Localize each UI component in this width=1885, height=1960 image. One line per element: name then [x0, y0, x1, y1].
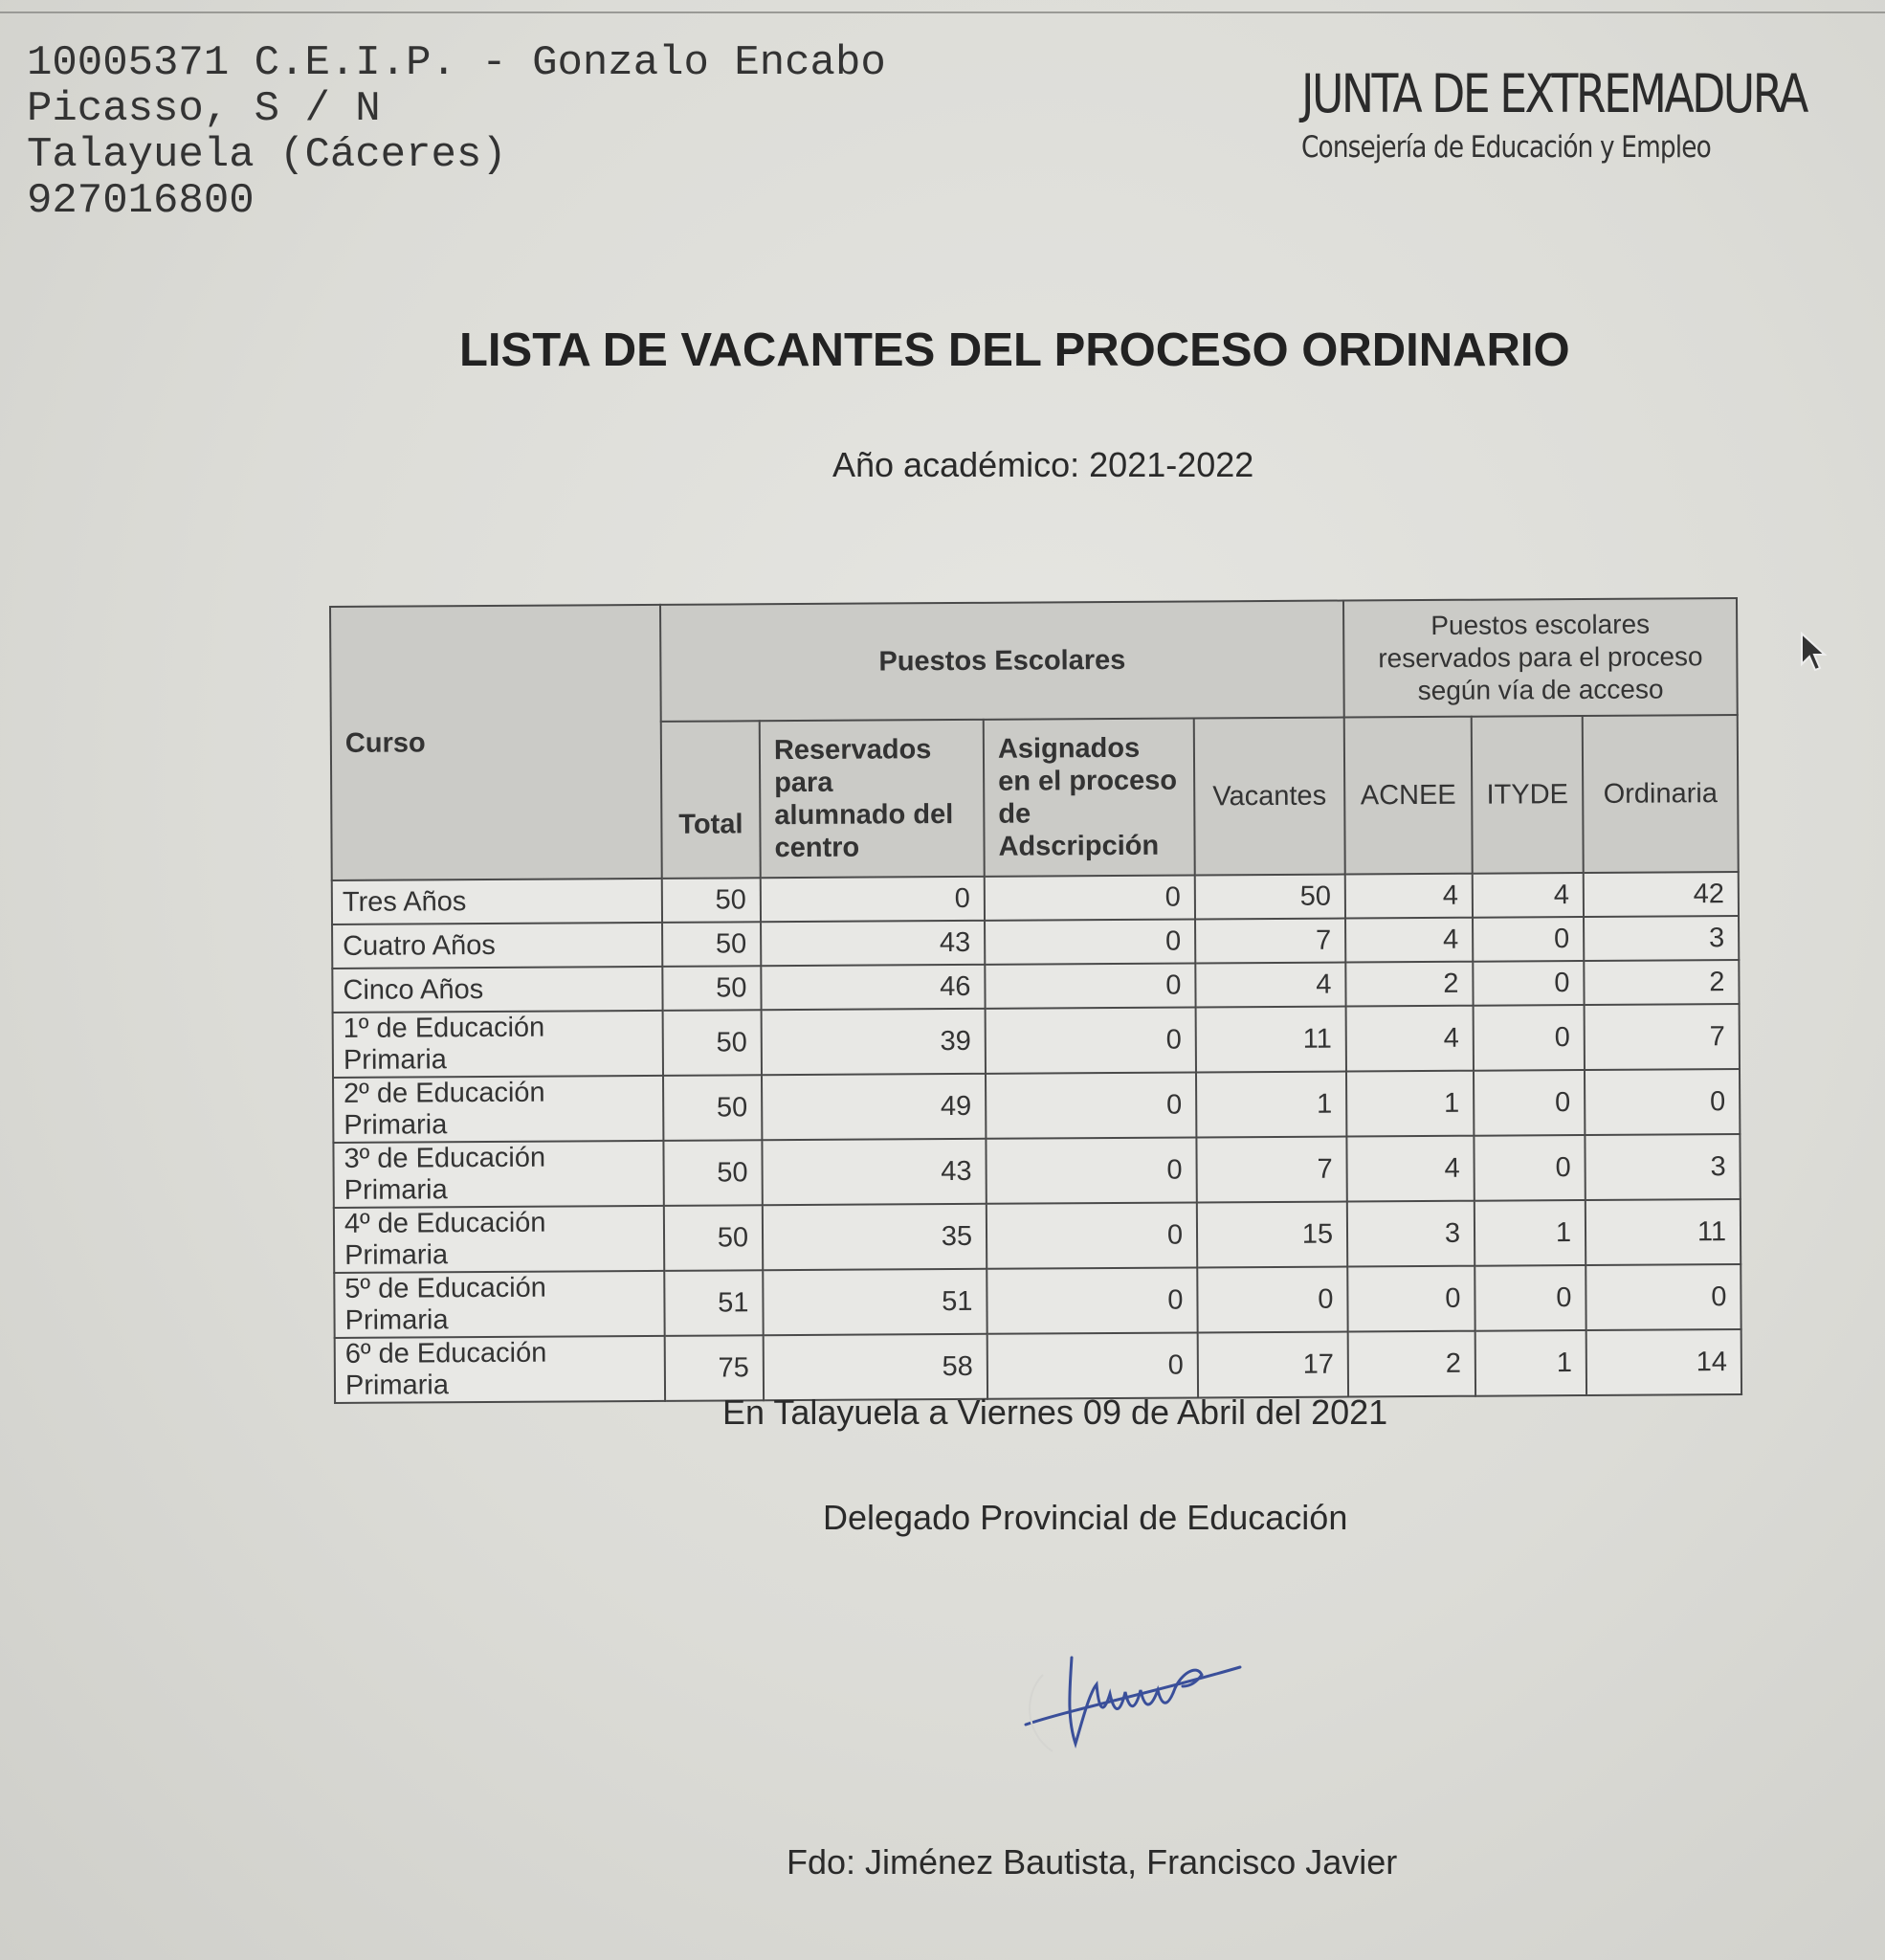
- junta-department: Consejería de Educación y Empleo: [1301, 130, 1711, 165]
- vacancies-table-wrapper: [329, 597, 1740, 1401]
- cell-total: 50: [663, 1010, 762, 1076]
- cell-acnee: 2: [1348, 1331, 1475, 1397]
- school-town: Talayuela (Cáceres): [27, 131, 507, 179]
- table-header-row-1: [330, 598, 1738, 724]
- cell-asignados: 0: [986, 1137, 1196, 1203]
- cell-total: 50: [663, 1075, 762, 1141]
- cell-asignados: 0: [987, 1332, 1198, 1398]
- junta-name: JUNTA DE EXTREMADURA: [1301, 63, 1807, 124]
- cell-ityde: 0: [1473, 961, 1584, 1006]
- table-row: [333, 1069, 1740, 1143]
- mouse-pointer-icon: [1799, 632, 1828, 676]
- cell-reservados: 39: [762, 1009, 986, 1075]
- cell-acnee: 1: [1346, 1071, 1474, 1137]
- vacancies-table: [329, 597, 1742, 1404]
- cell-reservados: 58: [764, 1334, 987, 1400]
- cell-asignados: 0: [986, 1007, 1196, 1073]
- cell-acnee: 4: [1345, 918, 1473, 963]
- header-ordinaria: Ordinaria: [1583, 715, 1739, 873]
- cell-ordinaria: 3: [1585, 1134, 1740, 1200]
- cell-ordinaria: 7: [1585, 1004, 1740, 1070]
- cell-ordinaria: 0: [1586, 1264, 1741, 1330]
- school-code-name: 10005371 C.E.I.P. - Gonzalo Encabo: [27, 39, 886, 87]
- cell-ityde: 0: [1475, 1265, 1586, 1331]
- cell-ordinaria: 42: [1584, 872, 1739, 917]
- cell-total: 75: [665, 1335, 764, 1401]
- cell-total: 51: [664, 1270, 763, 1336]
- cell-asignados: 0: [987, 1267, 1197, 1333]
- header-asignados: Asignados en el proceso de Adscripción: [984, 718, 1195, 876]
- cell-reservados: 46: [761, 965, 985, 1010]
- cell-reservados: 43: [762, 1139, 986, 1205]
- cell-ityde: 4: [1473, 873, 1584, 918]
- signed-by: Fdo: Jiménez Bautista, Francisco Javier: [787, 1842, 1398, 1882]
- cell-total: 50: [662, 878, 761, 923]
- cell-ordinaria: 14: [1586, 1329, 1741, 1395]
- header-acnee: ACNEE: [1344, 717, 1473, 875]
- cell-acnee: 0: [1347, 1266, 1475, 1332]
- cell-vacantes: 15: [1197, 1202, 1347, 1268]
- cell-reservados: 49: [762, 1074, 986, 1140]
- cell-acnee: 2: [1345, 962, 1473, 1007]
- table-row: [334, 1264, 1741, 1338]
- cell-reservados: 51: [763, 1269, 987, 1335]
- cell-vacantes: 1: [1196, 1072, 1346, 1138]
- cell-curso: Tres Años: [332, 879, 662, 924]
- cell-total: 50: [662, 922, 761, 967]
- cell-reservados: 43: [761, 921, 985, 966]
- school-street: Picasso, S / N: [27, 85, 381, 133]
- cell-vacantes: 11: [1196, 1007, 1346, 1073]
- cell-vacantes: 50: [1195, 875, 1345, 920]
- header-vacantes: Vacantes: [1194, 718, 1345, 876]
- cell-curso: 6º de Educación Primaria: [335, 1336, 665, 1403]
- cell-ityde: 0: [1474, 1135, 1585, 1201]
- cell-curso: Cuatro Años: [332, 923, 662, 969]
- cell-acnee: 4: [1345, 874, 1473, 919]
- junta-logo: [1301, 63, 1837, 165]
- signer-role: Delegado Provincial de Educación: [823, 1498, 1348, 1537]
- cell-ityde: 0: [1474, 1005, 1585, 1071]
- cell-ordinaria: 2: [1584, 960, 1739, 1005]
- header-reservados-via-acceso: Puestos escolares reservados para el proceso según vía de acceso: [1343, 598, 1738, 718]
- cell-curso: 5º de Educación Primaria: [334, 1271, 664, 1338]
- header-total: Total: [661, 721, 761, 879]
- cell-curso: 4º de Educación Primaria: [334, 1206, 664, 1273]
- cell-acnee: 3: [1347, 1201, 1475, 1267]
- cell-reservados: 0: [761, 877, 985, 922]
- cell-asignados: 0: [985, 919, 1195, 964]
- place-date: En Talayuela a Viernes 09 de Abril del 2021: [722, 1392, 1388, 1432]
- cell-vacantes: 0: [1197, 1267, 1347, 1333]
- header-curso: Curso: [330, 605, 662, 880]
- cell-curso: 2º de Educación Primaria: [333, 1076, 663, 1143]
- signature-icon: [1014, 1637, 1263, 1761]
- table-row: [333, 1004, 1740, 1078]
- header-reservados: Reservados para alumnado del centro: [760, 720, 985, 878]
- school-address-block: [27, 40, 886, 224]
- cell-total: 50: [663, 1140, 762, 1206]
- cell-vacantes: 7: [1196, 1137, 1346, 1203]
- cell-asignados: 0: [986, 1072, 1196, 1138]
- cell-ordinaria: 0: [1585, 1069, 1740, 1135]
- cell-curso: 1º de Educación Primaria: [333, 1011, 663, 1078]
- cell-vacantes: 17: [1198, 1332, 1348, 1398]
- page-top-border: [0, 11, 1885, 13]
- cell-curso: Cinco Años: [332, 967, 662, 1013]
- faded-stamp: [1014, 1790, 1020, 1815]
- cell-ityde: 0: [1473, 917, 1584, 962]
- header-ityde: ITYDE: [1472, 716, 1584, 874]
- cell-acnee: 4: [1346, 1136, 1474, 1202]
- cell-ordinaria: 11: [1586, 1199, 1741, 1265]
- document-title: LISTA DE VACANTES DEL PROCESO ORDINARIO: [459, 324, 1570, 376]
- cell-asignados: 0: [987, 1202, 1197, 1268]
- academic-year: Año académico: 2021-2022: [832, 445, 1254, 484]
- cell-acnee: 4: [1346, 1006, 1474, 1072]
- cell-ityde: 1: [1475, 1200, 1586, 1266]
- cell-ordinaria: 3: [1584, 916, 1739, 961]
- cell-asignados: 0: [985, 963, 1195, 1008]
- cell-total: 50: [664, 1205, 763, 1271]
- cell-vacantes: 4: [1195, 963, 1345, 1008]
- cell-vacantes: 7: [1195, 919, 1345, 964]
- cell-total: 50: [662, 966, 761, 1011]
- cell-ityde: 1: [1475, 1330, 1586, 1396]
- cell-asignados: 0: [985, 875, 1195, 920]
- header-puestos-escolares: Puestos Escolares: [660, 601, 1344, 722]
- cell-ityde: 0: [1474, 1070, 1585, 1136]
- cell-curso: 3º de Educación Primaria: [333, 1141, 663, 1208]
- table-row: [333, 1134, 1740, 1208]
- table-row: [334, 1199, 1741, 1273]
- school-phone: 927016800: [27, 177, 255, 225]
- cell-reservados: 35: [763, 1204, 987, 1270]
